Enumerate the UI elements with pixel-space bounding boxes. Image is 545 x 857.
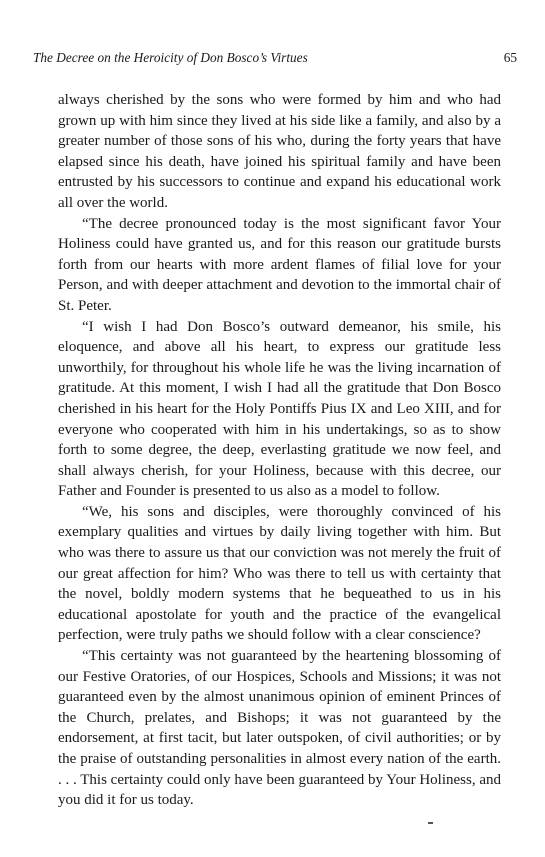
body-text xyxy=(58,90,501,811)
paragraph-gratitude: “I wish I had Don Bosco’s outward demeanor, his smile, his eloquence, and above all his heart, to express our gratitude less unworthily, for throughout his whole life he was the living incarnation of gratitude. At this moment, I wish I had all the gratitude that Don Bosco cherished in his heart for the Holy Pontiffs Pius IX and Leo XIII, and for everyone who cooperated with him in his undertakings, so as to show forth to some degree, the deep, everlasting gratitude we now feel, and shall always cherish, for your Holiness, because with this decree, our Father and Founder is presented to us also as a model to follow. xyxy=(58,318,501,500)
running-title: The Decree on the Heroicity of Don Bosco’s Virtues xyxy=(33,50,308,65)
paragraph-decree-favor: “The decree pronounced today is the most significant favor Your Holiness could have granted us, and for this reason our gratitude bursts forth from our hearts with more ardent flames of filial love for your Person, and with deeper attachment and devotion to the immortal chair of St. Peter. xyxy=(58,215,501,314)
print-speck xyxy=(428,822,433,824)
paragraph-conviction: “We, his sons and disciples, were thoroughly convinced of his exemplary qualities and virtues by daily living together with him. But who was there to assure us that our conviction was not merely the fruit of our great affection for him? Who was there to tell us with certainty that the novel, boldly modern systems that he bequeathed to us in his educational apostolate for youth and the practice of the evangelical perfection, were truly paths we should follow with a clear conscience? xyxy=(58,503,501,644)
page-number: 65 xyxy=(503,50,517,65)
running-head xyxy=(33,49,517,67)
paragraph-certainty: “This certainty was not guaranteed by the heartening blossoming of our Festive Oratories, of our Hospices, Schools and Missions; it was not guaranteed even by the almost unanimous opinion of eminent Princes of the Church, prelates, and Bishops; it was not guaranteed by the endorsement, at first tacit, but later outspoken, of civil authorities; or by the praise of outstanding personalities in almost every nation of the earth. . . . This certainty could only have been guaranteed by Your Holiness, and you did it for us today. xyxy=(58,648,501,809)
paragraph-continued: always cherished by the sons who were formed by him and who had grown up with him since they lived at his side like a family, and also by a greater number of those sons of his who, during the forty years that have elapsed since his death, have joined his spiritual family and have been entrusted by his successors to continue and expand his educational work all over the world. xyxy=(58,92,501,211)
